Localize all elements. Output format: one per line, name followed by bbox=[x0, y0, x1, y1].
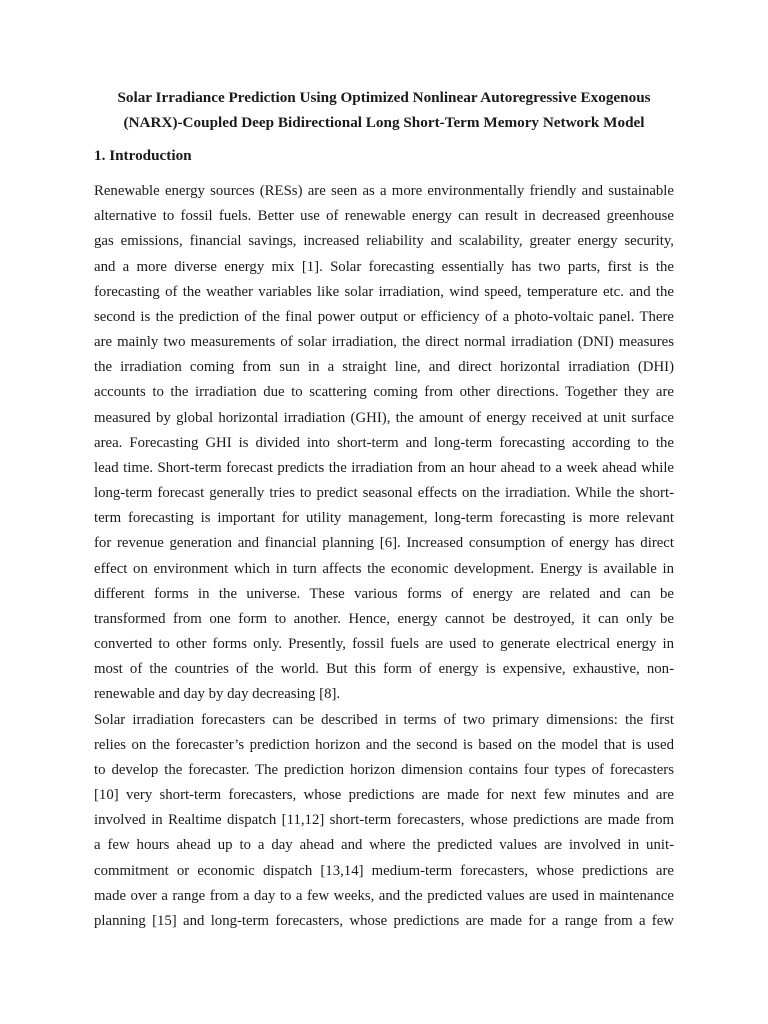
body-line: commitment or economic dispatch [13,14] medium-term forecasters, whose predictions are bbox=[94, 862, 674, 879]
body-line: renewable and day by day decreasing [8]. bbox=[94, 686, 341, 703]
body-line: measured by global horizontal irradiation (GHI), the amount of energy received at unit surface bbox=[94, 409, 674, 426]
body-line: long-term forecast generally tries to predict seasonal effects on the irradiation. While the short- bbox=[94, 485, 674, 502]
body-line: converted to other forms only. Presently, fossil fuels are used to generate electrical energy in bbox=[94, 636, 674, 653]
body-line: Renewable energy sources (RESs) are seen as a more environmentally friendly and sustainable bbox=[94, 183, 674, 199]
body-line: alternative to fossil fuels. Better use of renewable energy can result in decreased greenhouse bbox=[94, 208, 674, 225]
body-line: made over a range from a day to a few weeks, and the predicted values are used in maintenance bbox=[94, 887, 674, 904]
title-line: (NARX)-Coupled Deep Bidirectional Long Short-Term Memory Network Model bbox=[123, 114, 645, 131]
body-line: accounts to the irradiation due to scattering coming from other directions. Together they are bbox=[94, 384, 674, 401]
section-heading: 1. Introduction bbox=[94, 147, 192, 164]
body-line: involved in Realtime dispatch [11,12] short-term forecasters, whose predictions are made from bbox=[94, 812, 674, 829]
body-line: most of the countries of the world. But this form of energy is expensive, exhaustive, non- bbox=[94, 661, 674, 678]
body-line: [10] very short-term forecasters, whose predictions are made for next few minutes and are bbox=[94, 787, 674, 804]
body-line: the irradiation coming from sun in a straight line, and direct horizontal irradiation (DHI) bbox=[94, 359, 674, 376]
body-line: second is the prediction of the final power output or efficiency of a photo-voltaic panel. There bbox=[94, 308, 674, 325]
body-line: transformed from one form to another. Hence, energy cannot be destroyed, it can only be bbox=[94, 610, 674, 627]
body-line: term forecasting is important for utility management, long-term forecasting is more relevant bbox=[94, 510, 674, 527]
body-line: lead time. Short-term forecast predicts the irradiation from an hour ahead to a week ahead while bbox=[94, 459, 674, 476]
body-line: for revenue generation and financial planning [6]. Increased consumption of energy has direct bbox=[94, 535, 674, 552]
body-text bbox=[94, 180, 674, 935]
body-line: area. Forecasting GHI is divided into short-term and long-term forecasting according to the bbox=[94, 434, 674, 451]
body-line: and a more diverse energy mix [1]. Solar forecasting essentially has two parts, first is the bbox=[94, 258, 674, 275]
body-line: planning [15] and long-term forecasters, whose predictions are made for a range from a few bbox=[94, 912, 674, 929]
paper-title bbox=[94, 85, 674, 135]
body-line: are mainly two measurements of solar irradiation, the direct normal irradiation (DNI) measures bbox=[94, 334, 674, 351]
body-line: relies on the forecaster’s prediction horizon and the second is based on the model that is used bbox=[94, 736, 674, 753]
body-line: gas emissions, financial savings, increased reliability and scalability, greater energy security, bbox=[94, 233, 674, 250]
body-line: effect on environment which in turn affects the economic development. Energy is available in bbox=[94, 560, 674, 577]
body-line: to develop the forecaster. The prediction horizon dimension contains four types of forecasters bbox=[94, 761, 674, 778]
title-line: Solar Irradiance Prediction Using Optimized Nonlinear Autoregressive Exogenous bbox=[117, 89, 651, 106]
body-line: different forms in the universe. These various forms of energy are related and can be bbox=[94, 585, 674, 602]
body-line: a few hours ahead up to a day ahead and where the predicted values are involved in unit- bbox=[94, 837, 674, 854]
body-line: forecasting of the weather variables like solar irradiation, wind speed, temperature etc. and the bbox=[94, 283, 674, 300]
body-line: Solar irradiation forecasters can be described in terms of two primary dimensions: the first bbox=[94, 711, 674, 728]
